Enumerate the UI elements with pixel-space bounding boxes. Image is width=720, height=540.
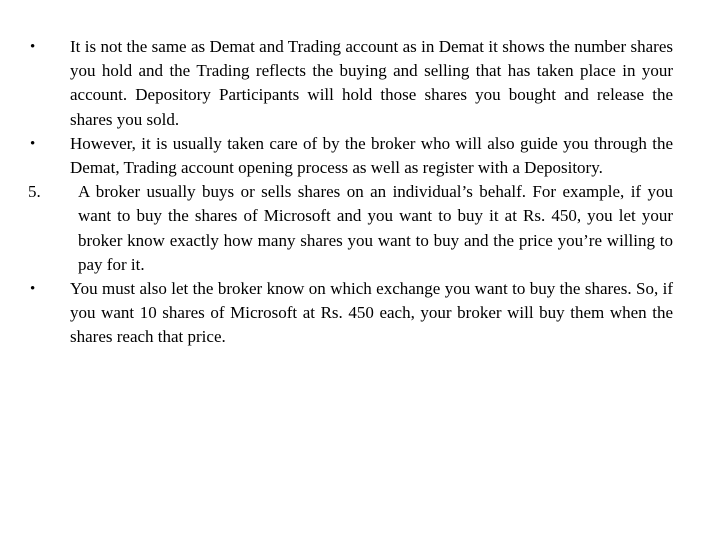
list-item bbox=[28, 35, 673, 132]
list-item-text: It is not the same as Demat and Trading account as in Demat it shows the number shares you hold and the Trading reflects the buying and selling that has taken place in your account. Depository Participants will hold those shares you bought and release the shares you sold. bbox=[70, 37, 673, 129]
list-item bbox=[28, 277, 673, 350]
bullet-marker: • bbox=[30, 39, 36, 55]
list-item-text: However, it is usually taken care of by the broker who will also guide you through the Demat, Trading account opening process as well as register with a Depository. bbox=[70, 133, 673, 178]
bullet-marker: • bbox=[30, 135, 36, 152]
list-item bbox=[28, 132, 673, 180]
list-item-text: You must also let the broker know on which exchange you want to buy the shares. So, if you want 10 shares of Microsoft at Rs. 450 each, your broker will buy them when the shares reach that price. bbox=[70, 279, 673, 347]
bullet-list bbox=[28, 35, 673, 350]
list-item-text: A broker usually buys or sells shares on an individual’s behalf. For example, if you want to buy the shares of Microsoft and you want to buy it at Rs. 450, you let your broker know exactly how many shares you want to buy and the price you’re willing to pay for it. bbox=[78, 182, 673, 274]
number-marker: 5. bbox=[28, 182, 41, 202]
bullet-marker: • bbox=[30, 281, 36, 298]
list-item bbox=[28, 180, 673, 277]
